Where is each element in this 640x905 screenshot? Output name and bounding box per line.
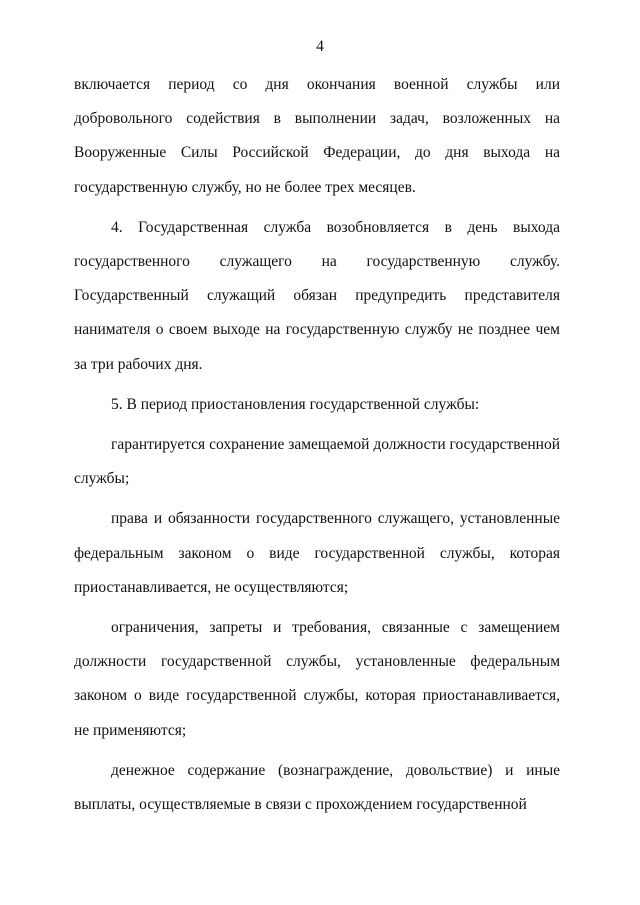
paragraph-remuneration: денежное содержание (вознаграждение, довольствие) и иные выплаты, осуществляемые в связи с прохождением государственной <box>74 761 560 814</box>
document-body <box>74 68 560 828</box>
paragraph-item-4: 4. Государственная служба возобновляется в день выхода государственного служащего на государственную службу. Государственный служащий обязан предупредить представителя нанимателя о своем выходе на государственную службу не позднее чем за три рабочих дня. <box>74 218 560 373</box>
paragraph-rights-duties: права и обязанности государственного служащего, установленные федеральным законом о виде государственной службы, которая приостанавливается, не осуществляются; <box>74 510 560 596</box>
paragraph-item-5: 5. В период приостановления государственной службы: <box>111 395 480 413</box>
paragraph-continuation: включается период со дня окончания военной службы или добровольного содействия в выполнении задач, возложенных на Вооруженные Силы Российской Федерации, до дня выхода на государственную службу, но не более трех месяцев. <box>74 76 560 196</box>
page-number: 4 <box>316 38 324 55</box>
paragraph-guarantee: гарантируется сохранение замещаемой должности государственной службы; <box>74 436 560 488</box>
paragraph-restrictions: ограничения, запреты и требования, связанные с замещением должности государственной службы, установленные федеральным законом о виде государственной службы, которая приостанавливается, не применяются; <box>74 619 560 739</box>
